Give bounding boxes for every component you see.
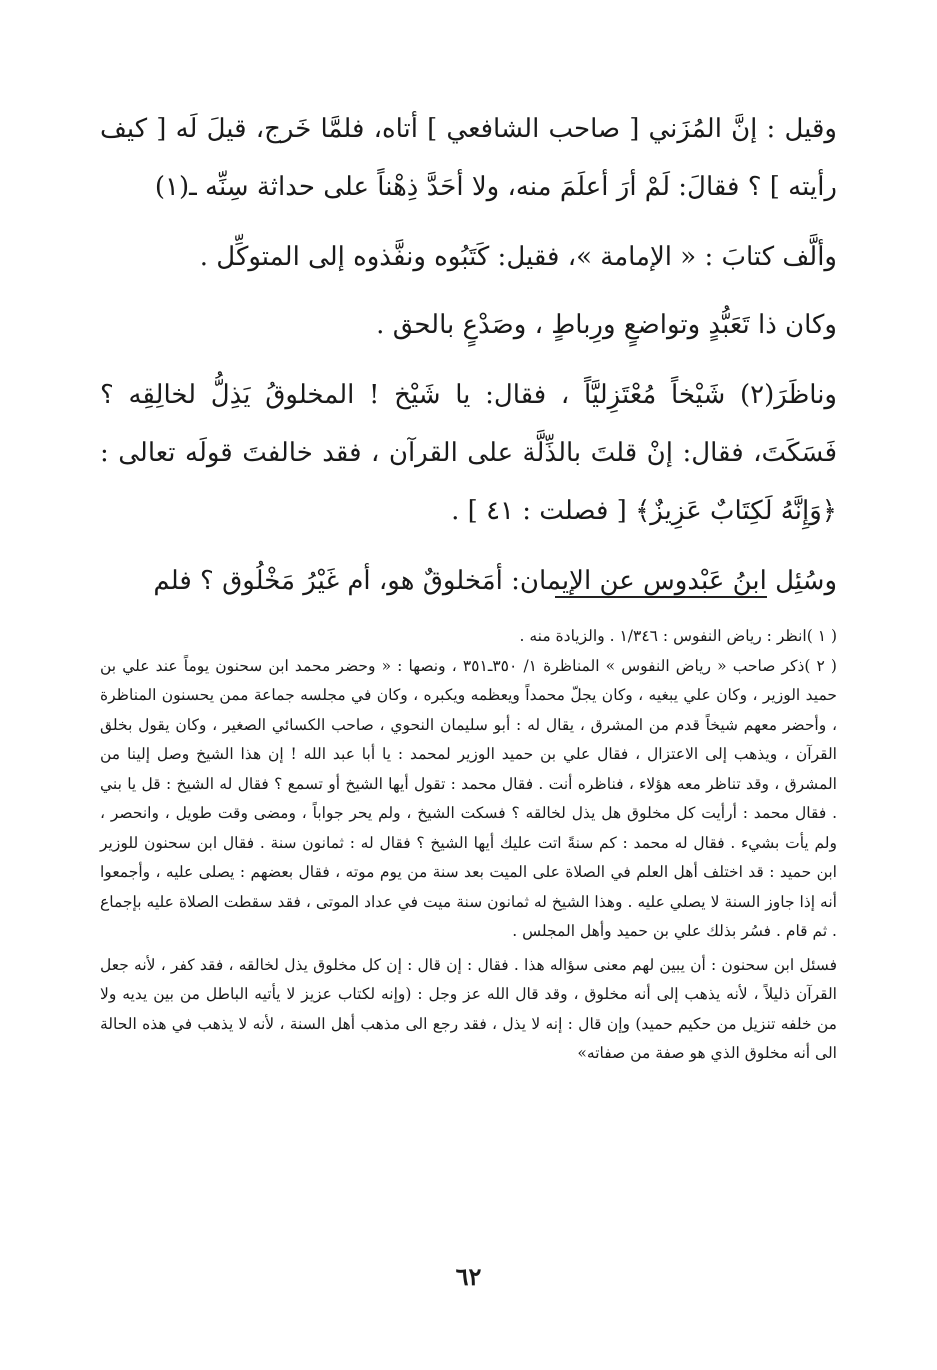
- paragraph-muzani: وقيل : إنَّ المُزَني [ صاحب الشافعي ] أتاه، فلمَّا خَرج، قيلَ لَه [ كيف رأيته ] ؟ فقالَ: لَمْ أرَ أعلَمَ منه، ولا أحَدَّ ذِهْناً على حداثة سِنِّه ـ(١): [100, 114, 837, 202]
- footnote-2-continued: فسئل ابن سحنون : أن يبين لهم معنى سؤاله هذا . فقال : إن قال : إن كل مخلوق يذل لخالقه ، فقد كفر ، لأنه جعل القرآن ذليلاً ، لأنه يذهب إلى أنه مخلوق ، وقد قال الله عز وجل : (وإنه لكتاب عزيز لا يأتيه الباطل من بين يديه ولا من خلفه تنزيل من حكيم حميد) وإن قال : إنه لا يذل ، فقد رجع الى مذهب أهل السنة ، لأنه لا يذهب في هذه الحالة الى أنه مخلوق الذي هو صفة من صفاته»: [100, 955, 837, 1062]
- main-body-text: [100, 100, 837, 620]
- paragraph-debate: وناظَرَ(٢) شَيْخاً مُعْتَزِليَّاً ، فقال: يا شَيْخ ! المخلوقُ يَذِلُّ لخالِقِه ؟ فَسَكَتَ، فقال: إنْ قلتَ بالذِّلَّة على القرآن ، فقد خالفتَ قولَه تعالى : ﴿وَإِنَّهُ لَكِتَابٌ عَزِيزٌ﴾ [ فصلت : ٤١ ] .: [100, 380, 837, 526]
- footnote-1: ( ١ )انظر : رياض النفوس : ١/٣٤٦ . والزيادة منه .: [519, 627, 837, 645]
- paragraph-imama-book: وألَّف كتابَ : « الإمامة »، فقيل: كَتَبُوه ونفَّذوه إلى المتوكِّل .: [199, 242, 837, 272]
- page-number: ٦٢: [455, 1262, 482, 1291]
- footnote-2: ( ٢ )ذكر صاحب « رياض النفوس » المناظرة ١/ ٣٥٠ـ٣٥١ ، ونصها : « وحضر محمد ابن سحنون يوماً عند علي بن حميد الوزير ، وكان علي يبغيه ، وكان يجلّ محمداً ويعظمه ويكبره ، وكان في مجلسه جماعة ممن يحسنون المناظرة ، وأحضر معهم شيخاً قدم من المشرق ، يقال له : أبو سليمان النحوي ، صاحب الكسائي الصغير ، وكان يقول بخلق القرآن ، ويذهب إلى الاعتزال ، فقال علي بن حميد الوزير لمحمد : يا أبا عبد الله ! إن هذا الشيخ وصل إلينا من المشرق ، وقد تناظر معه هؤلاء ، فناظره أنت . فقال محمد : تقول أيها الشيخ أو تسمع ؟ فقال له الشيخ : قل يا بني . فقال محمد : أرأيت كل مخلوق هل يذل لخالقه ؟ فسكت الشيخ ، ولم يحر جواباً ، ومضى وقت طويل ، وانحصر ، ولم يأت بشيء . فقال له محمد : كم سنةً اتت عليك أيها الشيخ ؟ فقال له : ثمانون سنة . فقال ابن سحنون للوزير ابن حميد : قد اختلف أهل العلم في الصلاة على الميت بعد سنة من يوم موته ، فقال بعضهم : يصلى عليه ، وأجمعوا أنه إذا جاوز السنة لا يصلي عليه . وهذا الشيخ له ثمانون سنة ميت في عداد الموتى ، فقد سقطت الصلاة عليه بإجماع . ثم قام . فسُر بذلك علي بن حميد وأهل المجلس .: [100, 656, 837, 940]
- paragraph-piety: وكان ذا تَعَبُّدٍ وتواضعٍ ورِباطٍ ، وصَدْعٍ بالحق .: [376, 310, 837, 340]
- footnote-separator: [555, 596, 767, 598]
- footnotes-section: [100, 622, 837, 1069]
- paragraph-ibn-abdus: وسُئِل ابنُ عَبْدوس عن الإيمان: أمَخلوقٌ هو، أم غَيْرُ مَخْلُوق ؟ فلم: [153, 566, 837, 596]
